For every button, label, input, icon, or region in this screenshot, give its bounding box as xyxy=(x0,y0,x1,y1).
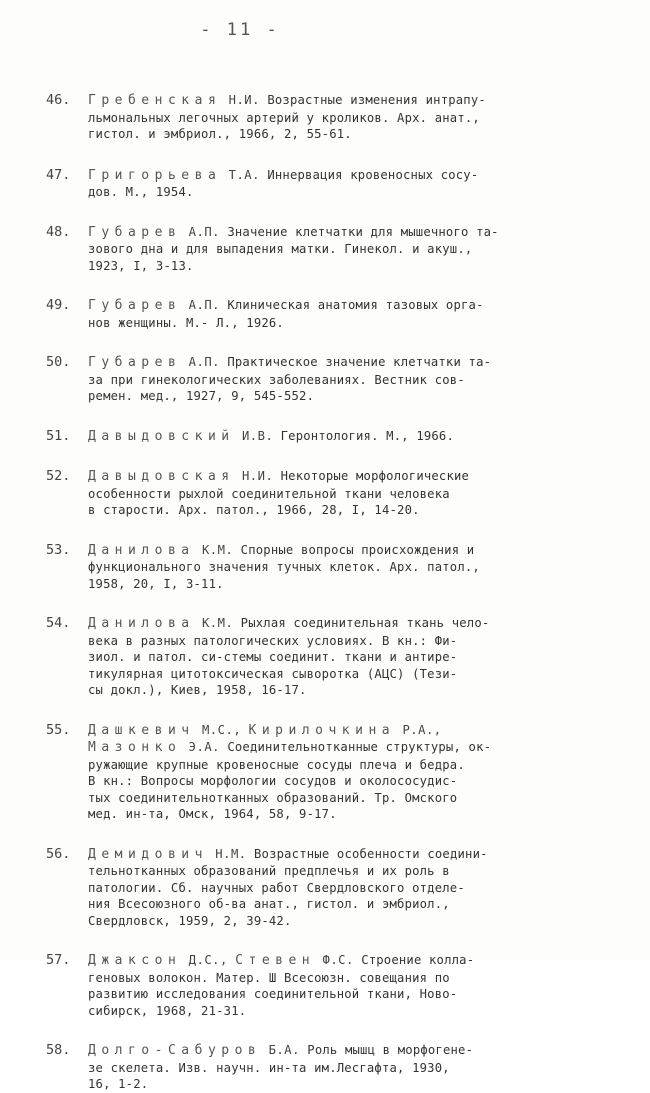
reference-author: Джаксон xyxy=(88,953,182,968)
reference-body: Соединительнотканные структуры, ок- ружающие крупные кровеносные сосуды плеча и бедра. В кн.: Вопросы морфологии сосудов и околососудис- тых соединительнотканных образований. Тр. Омского мед. ин-та, Омск, 1964, 58, 9-17. xyxy=(88,740,492,821)
reference-number: 56. xyxy=(46,845,71,862)
reference-body: Рыхлая соединительная ткань чело- века в разных патологических условиях. В кн.: Фи- зиол. и патол. си-стемы соединит. ткани и антире- тикулярная цитотоксическая сыворотка (АЦС) (Тези- сы докл.), Киев, 1958, 16-17. xyxy=(88,616,490,697)
reference-body: Строение колла- геновых волокон. Матер. Ш Всесоюзн. совещания по развитию исследования соединительной ткани, Ново- сибирск, 1968, 21-31. xyxy=(88,953,475,1018)
reference-list xyxy=(46,92,626,1093)
reference-initials: Б.А. xyxy=(268,1043,300,1057)
reference-text xyxy=(88,952,626,1019)
reference-author: Давыдовская xyxy=(88,469,235,484)
reference-entry xyxy=(46,722,626,823)
reference-coauthor: Кирилочкина xyxy=(248,722,396,738)
reference-initials: М.С., xyxy=(201,722,242,737)
reference-entry xyxy=(46,952,626,1019)
reference-initials: К.М. xyxy=(201,616,234,630)
reference-body: Некоторые морфологические особенности рыхлой соединительной ткани человека в старости. Арх. патол., 1966, 28, I, 14-20. xyxy=(88,469,470,517)
reference-number: 57. xyxy=(46,952,71,968)
reference-coauthor: Мазонко xyxy=(88,740,182,755)
reference-number: 58. xyxy=(46,1042,71,1058)
reference-author: Губарев xyxy=(88,224,182,240)
reference-author: Данилова xyxy=(88,616,195,631)
reference-body: Возрастные особенности соедини- тельнотканных образований предплечья и их роль в патологии. Сб. научных работ Свердловского отделе- ния Всесоюзного об-ва анат., гистол. и эмбриол., Свердловск, 1959, 2, 39-42. xyxy=(88,846,488,928)
reference-initials: Н.М. xyxy=(215,846,247,861)
reference-initials: И.В. xyxy=(241,428,274,443)
reference-author: Демидович xyxy=(88,846,208,862)
reference-coauthor: Стевен xyxy=(235,953,316,968)
reference-number: 51. xyxy=(46,427,71,444)
reference-initials: Т.А. xyxy=(228,167,260,182)
reference-number: 47. xyxy=(46,166,71,183)
reference-entry xyxy=(46,542,626,593)
reference-number: 54. xyxy=(46,615,71,631)
reference-initials: К.М. xyxy=(201,542,234,557)
reference-text xyxy=(88,428,626,446)
reference-entry xyxy=(46,167,626,201)
reference-entry xyxy=(46,428,626,446)
reference-author: Дашкевич xyxy=(88,722,195,738)
reference-number: 53. xyxy=(46,541,71,558)
reference-entry xyxy=(46,92,626,143)
reference-coauthor-initials: Ф.С. xyxy=(322,953,354,967)
reference-entry xyxy=(46,297,626,331)
reference-number: 48. xyxy=(46,223,71,240)
reference-text xyxy=(88,1042,626,1093)
reference-text xyxy=(88,297,626,331)
reference-entry xyxy=(46,224,626,275)
reference-author: Губарев xyxy=(88,298,182,313)
reference-number: 49. xyxy=(46,297,71,313)
reference-entry xyxy=(46,1042,626,1093)
reference-initials: А.П. xyxy=(188,298,220,312)
reference-author: Долго-Сабуров xyxy=(88,1043,262,1058)
reference-body: Значение клетчатки для мышечного та- зового дна и для выпадения матки. Гинекол. и акуш., 1923, I, 3-13. xyxy=(88,224,499,273)
reference-coauthor-initials: Э.А. xyxy=(188,740,220,754)
reference-coauthor-initials: Р.А., xyxy=(402,722,442,737)
reference-initials: Н.И. xyxy=(228,93,260,107)
reference-initials: Н.И. xyxy=(241,469,274,483)
reference-author: Губарев xyxy=(88,355,182,370)
reference-initials: А.П. xyxy=(188,355,220,369)
reference-number: 55. xyxy=(46,721,71,738)
reference-entry xyxy=(46,354,626,405)
reference-author: Григорьева xyxy=(88,167,222,183)
reference-author: Гребенская xyxy=(88,93,222,108)
reference-body: Возрастные изменения интрапу- льмональных легочных артерий у кроликов. Арх. анат., гистол. и эмбриол., 1966, 2, 55-61. xyxy=(88,93,486,141)
reference-text xyxy=(88,354,626,405)
reference-number: 52. xyxy=(46,468,71,484)
reference-entry xyxy=(46,468,626,519)
reference-initials: Д.С., xyxy=(188,953,228,967)
reference-text xyxy=(88,92,626,143)
reference-body: Геронтология. М., 1966. xyxy=(280,428,455,443)
reference-text xyxy=(88,722,626,823)
reference-body: Роль мышц в морфогене- зе скелета. Изв. научн. ин-та им.Лесгафта, 1930, 16, 1-2. xyxy=(88,1043,474,1091)
reference-text xyxy=(88,468,626,519)
reference-entry xyxy=(46,846,626,930)
reference-number: 50. xyxy=(46,354,71,370)
reference-text xyxy=(88,224,626,275)
reference-text xyxy=(88,846,626,930)
reference-initials: А.П. xyxy=(188,224,220,239)
page-number: - 11 - xyxy=(200,20,280,40)
reference-text xyxy=(88,542,626,593)
reference-entry xyxy=(46,615,626,699)
reference-body: Спорные вопросы происхождения и функционального значения тучных клеток. Арх. патол., 1958, 20, I, 3-11. xyxy=(88,542,480,591)
reference-text xyxy=(88,167,626,201)
reference-text xyxy=(88,615,626,699)
reference-number: 46. xyxy=(46,92,71,108)
reference-author: Данилова xyxy=(88,542,195,558)
reference-body: Иннервация кровеносных сосу- дов. М., 1954. xyxy=(88,167,479,199)
reference-body: Клиническая анатомия тазовых орга- нов женщины. М.- Л., 1926. xyxy=(88,298,484,330)
reference-body: Практическое значение клетчатки та- за при гинекологических заболеваниях. Вестник сов- ремен. мед., 1927, 9, 545-552. xyxy=(88,355,492,403)
reference-author: Давыдовский xyxy=(88,428,235,444)
